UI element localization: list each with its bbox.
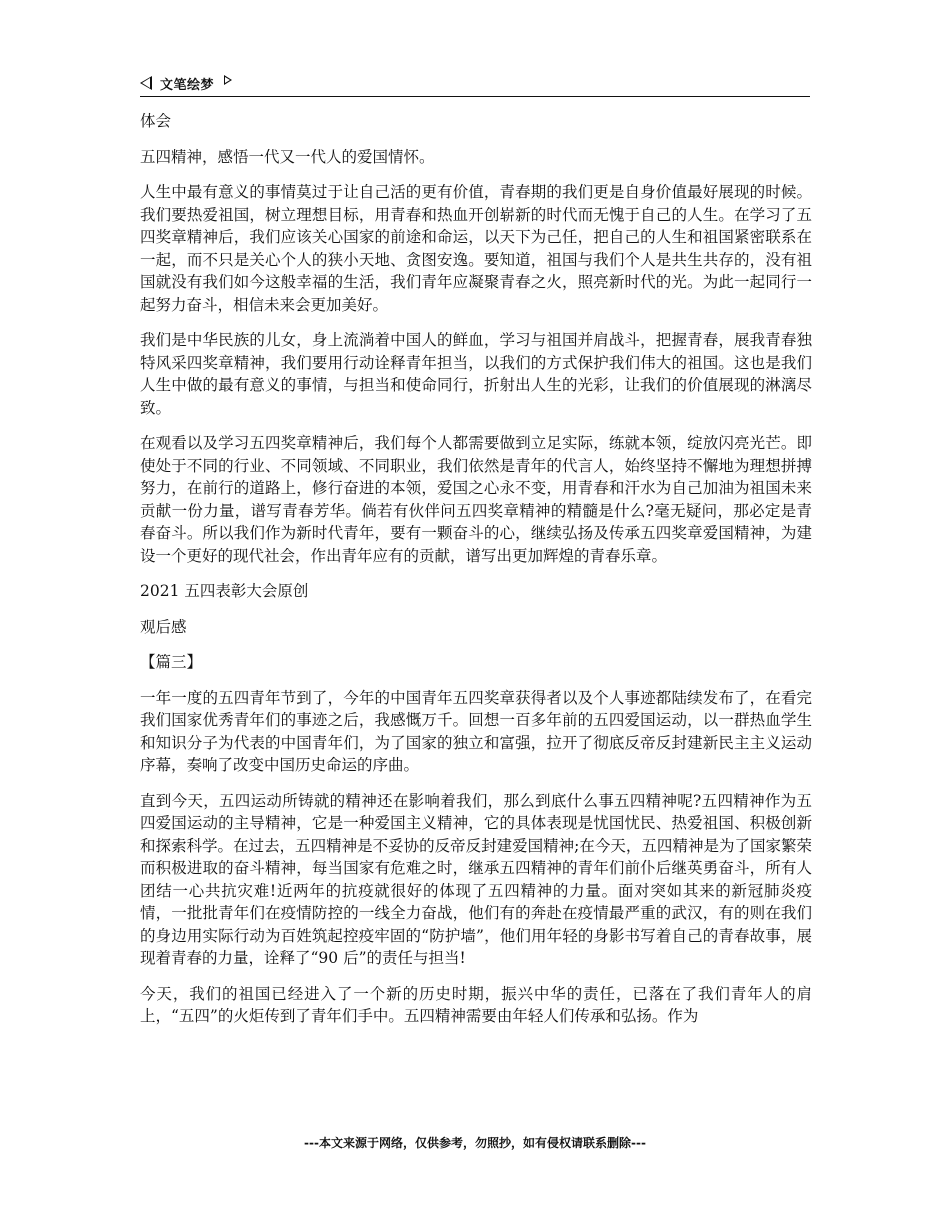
section-heading: 【篇三】 <box>140 653 203 671</box>
paragraph: 观后感 <box>140 617 187 636</box>
paragraph: 五四精神，感悟一代又一代人的爱国情怀。 <box>140 147 435 166</box>
paragraph: 今天，我们的祖国已经进入了一个新的历史时期，振兴中华的责任，已落在了我们青年人的肩上，“五四”的火炬传到了青年们手中。五四精神需要由年轻人们传承和弘扬。作为 <box>140 984 812 1025</box>
page-footer: ---本文来源于网络，仅供参考，勿照抄，如有侵权请联系删除--- <box>304 1136 646 1150</box>
paragraph: 我们是中华民族的儿女，身上流淌着中国人的鲜血，学习与祖国并肩战斗，把握青春，展我青春独特风采四奖章精神，我们要用行动诠释青年担当，以我们的方式保护我们伟大的祖国。这也是我们人生中做的最有意义的事情，与担当和使命同行，折射出人生的光彩，让我们的价值展现的淋漓尽致。 <box>140 331 812 417</box>
header-brand: 文笔绘梦 <box>160 77 215 93</box>
document-body <box>140 110 812 1041</box>
paragraph: 直到今天，五四运动所铸就的精神还在影响着我们，那么到底什么事五四精神呢?五四精神作为五四爱国运动的主导精神，它是一种爱国主义精神，它的具体表现是忧国忧民、热爱祖国、积极创新和探索科学。在过去，五四精神是不妥协的反帝反封建爱国精神;在今天，五四精神是为了国家繁荣而积极进取的奋斗精神，每当国家有危难之时，继承五四精神的青年们前仆后继英勇奋斗，所有人团结一心共抗灾难!近两年的抗疫就很好的体现了五四精神的力量。面对突如其来的新冠肺炎疫情，一批批青年们在疫情防控的一线全力奋战，他们有的奔赴在疫情最严重的武汉，有的则在我们的身边用实际行动为百姓筑起控疫牢固的“防护墙”，他们用年轻的身影书写着自己的青春故事，展现着青春的力量，诠释了“90 后”的责任与担当! <box>140 791 812 967</box>
paragraph: 在观看以及学习五四奖章精神后，我们每个人都需要做到立足实际，练就本领，绽放闪亮光芒。即使处于不同的行业、不同领域、不同职业，我们依然是青年的代言人，始终坚持不懈地为理想拼搏努力，在前行的道路上，修行奋进的本领，爱国之心永不变，用青春和汗水为自己加油为祖国未来贡献一份力量，谱写青春芳华。倘若有伙伴问五四奖章精神的精髓是什么?毫无疑问，那必定是青春奋斗。所以我们作为新时代青年，要有一颗奋斗的心，继续弘扬及传承五四奖章爱国精神，为建设一个更好的现代社会，作出青年应有的贡献，谱写出更加辉煌的青春乐章。 <box>140 434 812 565</box>
triangle-right-icon <box>224 75 232 85</box>
paragraph: 体会 <box>140 112 172 130</box>
paragraph: 人生中最有意义的事情莫过于让自己活的更有价值，青春期的我们更是自身价值最好展现的时候。我们要热爱祖国，树立理想目标，用青春和热血开创崭新的时代而无愧于自己的人生。在学习了五四奖章精神后，我们应该关心国家的前途和命运，以天下为己任，把自己的人生和祖国紧密联系在一起，而不只是关心个人的狭小天地、贪图安逸。要知道，祖国与我们个人是共生共存的，没有祖国就没有我们如今这般幸福的生活，我们青年应凝聚青春之火，照亮新时代的光。为此一起同行一起努力奋斗，相信未来会更加美好。 <box>140 183 812 314</box>
paragraph: 2021 五四表彰大会原创 <box>140 582 309 600</box>
triangle-left-icon <box>140 76 152 90</box>
page-header <box>140 70 810 97</box>
paragraph: 一年一度的五四青年节到了，今年的中国青年五四奖章获得者以及个人事迹都陆续发布了，在看完我们国家优秀青年们的事迹之后，我感慨万千。回想一百多年前的五四爱国运动，以一群热血学生和知识分子为代表的中国青年们，为了国家的独立和富强，拉开了彻底反帝反封建新民主主义运动序幕，奏响了改变中国历史命运的序曲。 <box>140 688 812 774</box>
